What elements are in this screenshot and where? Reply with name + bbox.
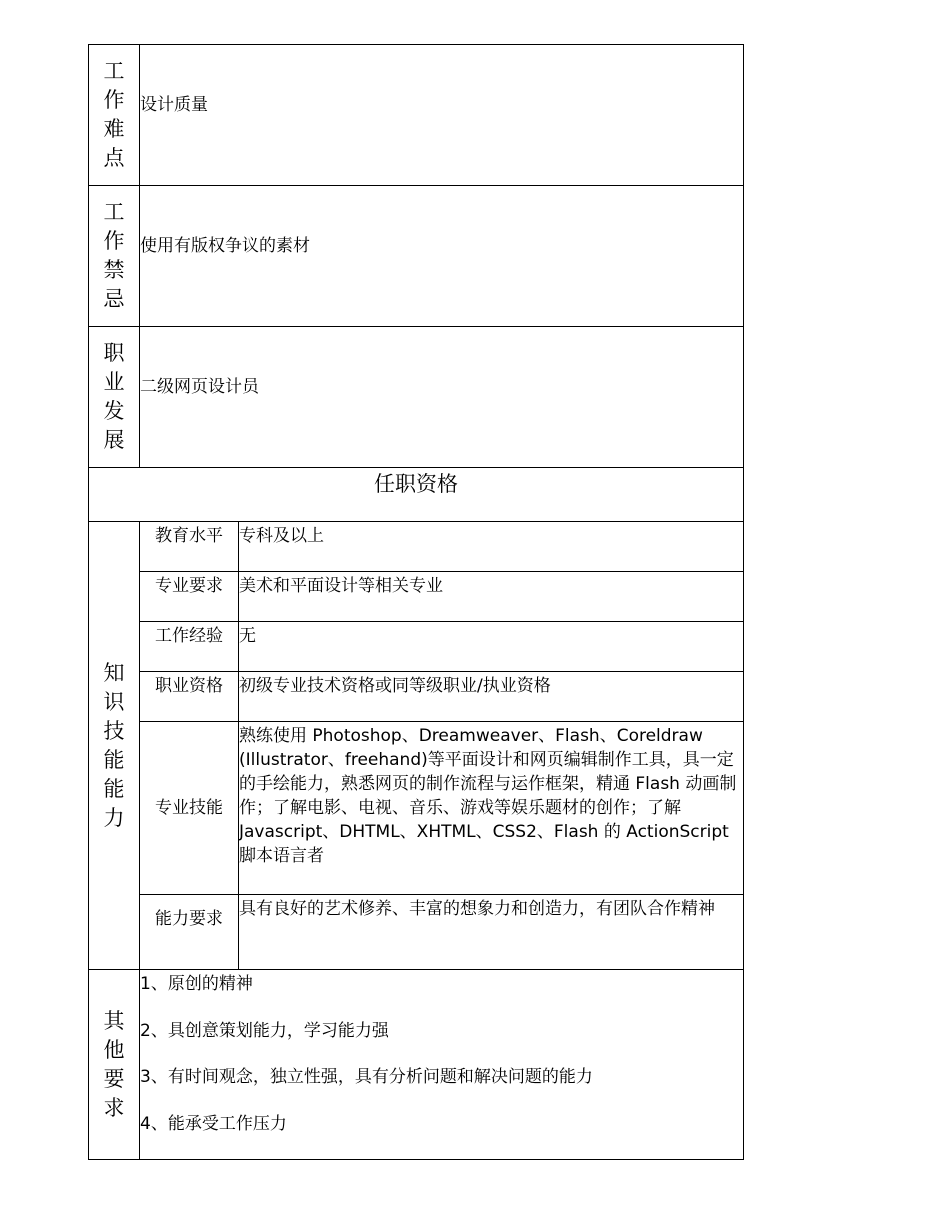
work-experience-label: 工作经验 <box>140 622 239 672</box>
label-char: 展 <box>103 428 125 452</box>
row-work-difficulty <box>89 45 744 186</box>
label-char: 发 <box>103 399 125 423</box>
career-development-value: 二级网页设计员 <box>140 327 744 468</box>
major-requirement-value: 美术和平面设计等相关专业 <box>239 572 744 622</box>
qualification-row <box>89 572 744 622</box>
qualification-row <box>89 622 744 672</box>
knowledge-skills-label <box>89 522 140 970</box>
education-level-value: 专科及以上 <box>239 522 744 572</box>
qualification-row <box>89 522 744 572</box>
label-char: 作 <box>103 229 125 253</box>
label-char: 能 <box>103 776 125 801</box>
label-char: 知 <box>103 660 125 685</box>
professional-skills-label: 专业技能 <box>140 722 239 895</box>
ability-requirement-label: 能力要求 <box>140 895 239 970</box>
qualification-row <box>89 672 744 722</box>
row-other-requirements <box>89 970 744 1160</box>
label-char: 工 <box>103 200 125 224</box>
row-work-taboo <box>89 186 744 327</box>
label-char: 工 <box>103 59 125 83</box>
professional-qualification-label: 职业资格 <box>140 672 239 722</box>
label-char: 求 <box>103 1095 125 1120</box>
label-char: 作 <box>103 88 125 112</box>
label-char: 力 <box>103 805 125 830</box>
label-char: 他 <box>103 1037 125 1062</box>
work-difficulty-value: 设计质量 <box>140 45 744 186</box>
career-development-label <box>89 327 140 468</box>
row-career-development <box>89 327 744 468</box>
education-level-label: 教育水平 <box>140 522 239 572</box>
work-taboo-value: 使用有版权争议的素材 <box>140 186 744 327</box>
qualification-row <box>89 722 744 895</box>
major-requirement-label: 专业要求 <box>140 572 239 622</box>
label-char: 识 <box>103 689 125 714</box>
professional-skills-value: 熟练使用 Photoshop、Dreamweaver、Flash、Coreldraw (Illustrator、freehand)等平面设计和网页编辑制作工具，具一定的手绘能力，熟悉网页的制作流程与运作框架，精通 Flash 动画制作；了解电影、电视、音乐、游戏等娱乐题材的创作；了解 Javascript、DHTML、XHTML、CSS2、Flash 的 ActionScript 脚本语言者 <box>239 722 744 895</box>
list-item: 2、具创意策划能力，学习能力强 <box>140 1020 389 1041</box>
list-item: 3、有时间观念，独立性强，具有分析问题和解决问题的能力 <box>140 1067 593 1087</box>
row-qualifications-header <box>89 468 744 522</box>
label-char: 技 <box>103 718 125 743</box>
label-char: 点 <box>103 146 125 170</box>
ability-requirement-value: 具有良好的艺术修养、丰富的想象力和创造力，有团队合作精神 <box>239 895 744 970</box>
work-difficulty-label <box>89 45 140 186</box>
label-char: 业 <box>103 370 125 394</box>
label-char: 职 <box>103 341 125 365</box>
other-requirements-list <box>140 970 744 1160</box>
label-char: 忌 <box>103 287 125 311</box>
other-requirements-label <box>89 970 140 1160</box>
label-char: 其 <box>103 1008 125 1033</box>
qualifications-title: 任职资格 <box>89 468 744 522</box>
list-item: 1、原创的精神 <box>140 974 253 994</box>
work-experience-value: 无 <box>239 622 744 672</box>
qualification-row <box>89 895 744 970</box>
list-item: 4、能承受工作压力 <box>140 1113 287 1134</box>
label-char: 禁 <box>103 258 125 282</box>
label-char: 能 <box>103 747 125 772</box>
job-description-table <box>88 44 744 1160</box>
professional-qualification-value: 初级专业技术资格或同等级职业/执业资格 <box>239 672 744 722</box>
label-char: 难 <box>103 117 125 141</box>
work-taboo-label <box>89 186 140 327</box>
label-char: 要 <box>103 1066 125 1091</box>
